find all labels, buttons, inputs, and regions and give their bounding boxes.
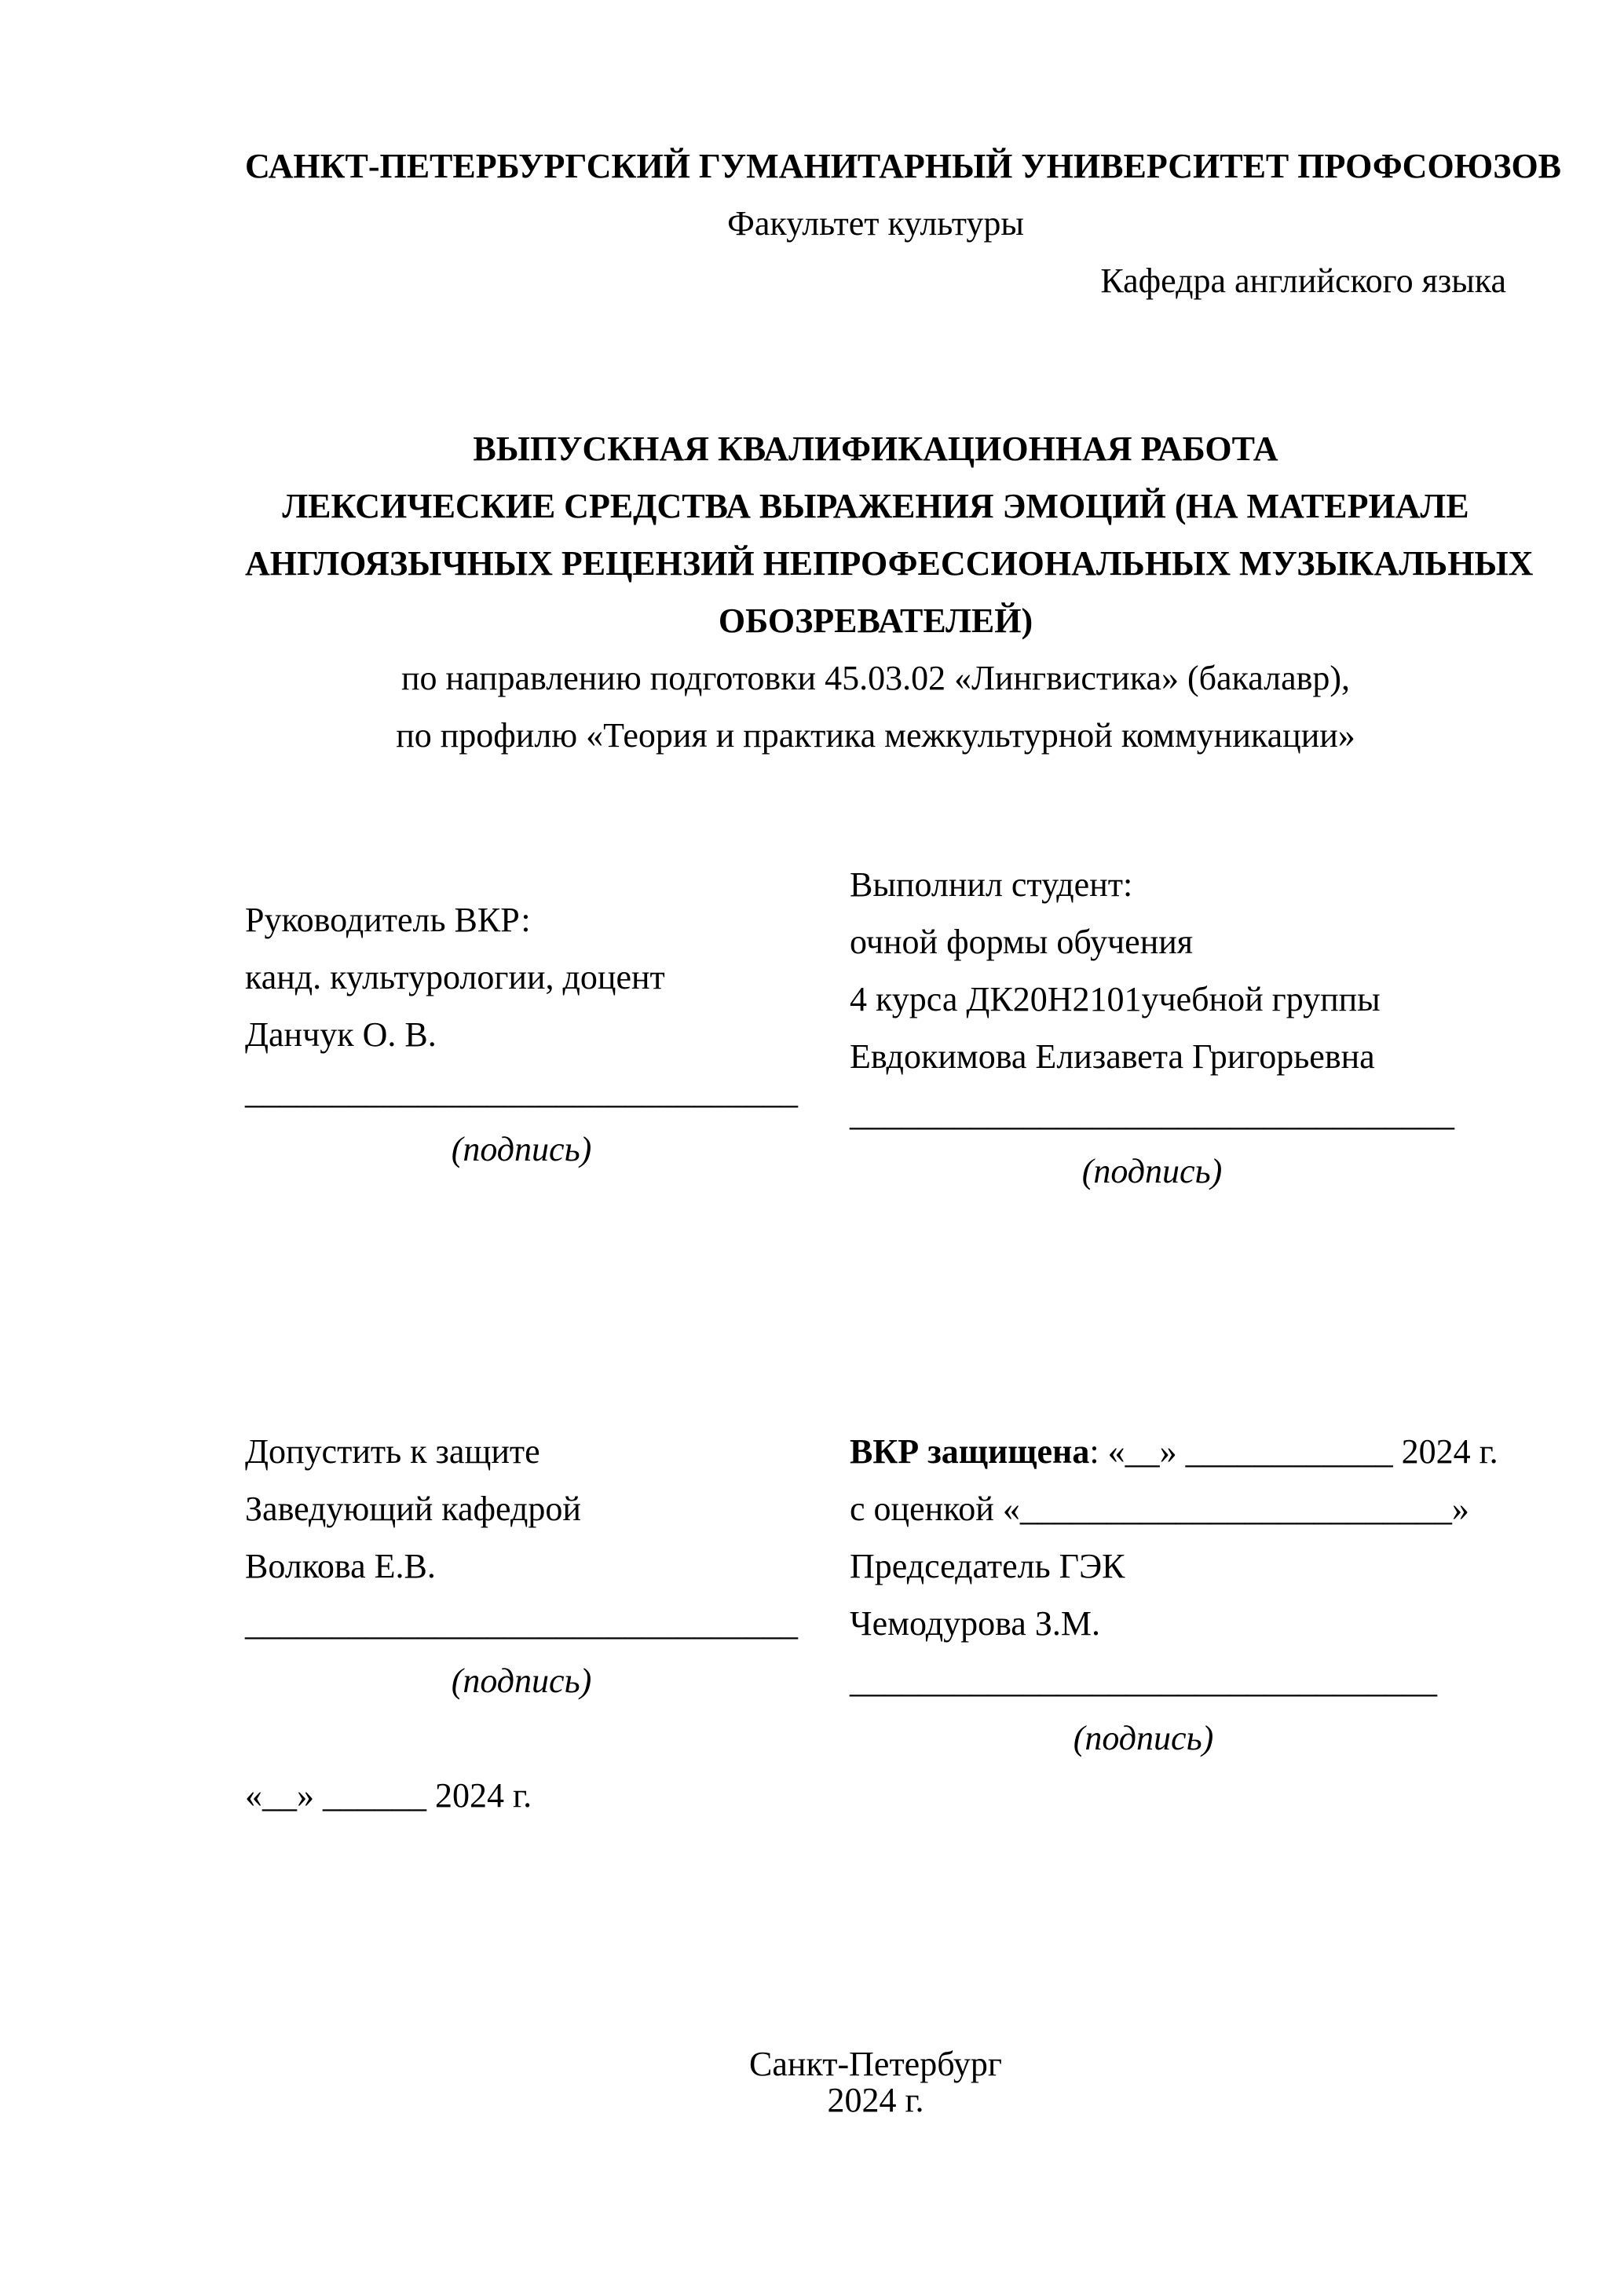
- document-header: [245, 137, 1562, 309]
- supervisor-signature-line: ________________________________: [245, 1073, 798, 1111]
- admission-signature-caption: (подпись): [451, 1662, 592, 1700]
- thesis-title-section: [245, 420, 1534, 764]
- gek-chair-label: Председатель ГЭК: [850, 1547, 1125, 1585]
- defense-status-line: [850, 1423, 1498, 1480]
- admission-signature-line: ________________________________: [245, 1604, 798, 1643]
- student-signature-caption: (подпись): [1081, 1152, 1223, 1190]
- supervisor-section: [245, 891, 798, 1178]
- admission-section: [245, 1423, 798, 1824]
- thesis-title-line-2: АНГЛОЯЗЫЧНЫХ РЕЦЕНЗИЙ НЕПРОФЕССИОНАЛЬНЫХ МУЗЫКАЛЬНЫХ: [245, 544, 1534, 583]
- defense-section: [850, 1423, 1498, 1767]
- gek-chair-name: Чемодурова З.М.: [850, 1604, 1100, 1643]
- document-footer: [245, 2046, 1506, 2119]
- defense-status-label: ВКР защищена: [850, 1432, 1090, 1471]
- supervisor-name: Данчук О. В.: [245, 1015, 437, 1054]
- admission-date-line: «__» ______ 2024 г.: [245, 1776, 532, 1815]
- department-head-label: Заведующий кафедрой: [245, 1490, 581, 1528]
- defense-status-rest: : «__» ____________ 2024 г.: [1089, 1432, 1498, 1471]
- supervisor-label: Руководитель ВКР:: [245, 901, 531, 939]
- defense-grade-line: с оценкой «_________________________»: [850, 1490, 1469, 1528]
- program-direction-line: по направлению подготовки 45.03.02 «Лингвистика» (бакалавр),: [401, 659, 1351, 697]
- footer-year: 2024 г.: [827, 2081, 924, 2119]
- department-name: Кафедра английского языка: [1100, 261, 1506, 300]
- student-study-form: очной формы обучения: [850, 923, 1194, 961]
- supervisor-degree: канд. культурологии, доцент: [245, 958, 665, 996]
- defense-signature-caption: (подпись): [1073, 1719, 1214, 1757]
- faculty-name: Факультет культуры: [727, 204, 1024, 243]
- admission-heading: Допустить к защите: [245, 1432, 540, 1471]
- thesis-title-line-3: ОБОЗРЕВАТЕЛЕЙ): [718, 601, 1033, 640]
- work-type-heading: ВЫПУСКНАЯ КВАЛИФИКАЦИОННАЯ РАБОТА: [473, 430, 1278, 468]
- university-name: САНКТ-ПЕТЕРБУРГСКИЙ ГУМАНИТАРНЫЙ УНИВЕРСИТЕТ ПРОФСОЮЗОВ: [245, 147, 1562, 185]
- footer-city: Санкт-Петербург: [749, 2045, 1002, 2083]
- student-label: Выполнил студент:: [850, 865, 1133, 904]
- supervisor-signature-caption: (подпись): [451, 1130, 592, 1168]
- department-head-name: Волкова Е.В.: [245, 1547, 436, 1585]
- student-section: [850, 856, 1454, 1200]
- program-profile-line: по профилю «Теория и практика межкультурной коммуникации»: [396, 716, 1355, 755]
- student-name: Евдокимова Елизавета Григорьевна: [850, 1037, 1375, 1076]
- student-group-line: 4 курса ДК20Н2101учебной группы: [850, 980, 1381, 1018]
- student-signature-line: ___________________________________: [850, 1095, 1454, 1133]
- thesis-title-line-1: ЛЕКСИЧЕСКИЕ СРЕДСТВА ВЫРАЖЕНИЯ ЭМОЦИЙ (НА МАТЕРИАЛЕ: [282, 487, 1469, 525]
- defense-signature-line: __________________________________: [850, 1662, 1437, 1700]
